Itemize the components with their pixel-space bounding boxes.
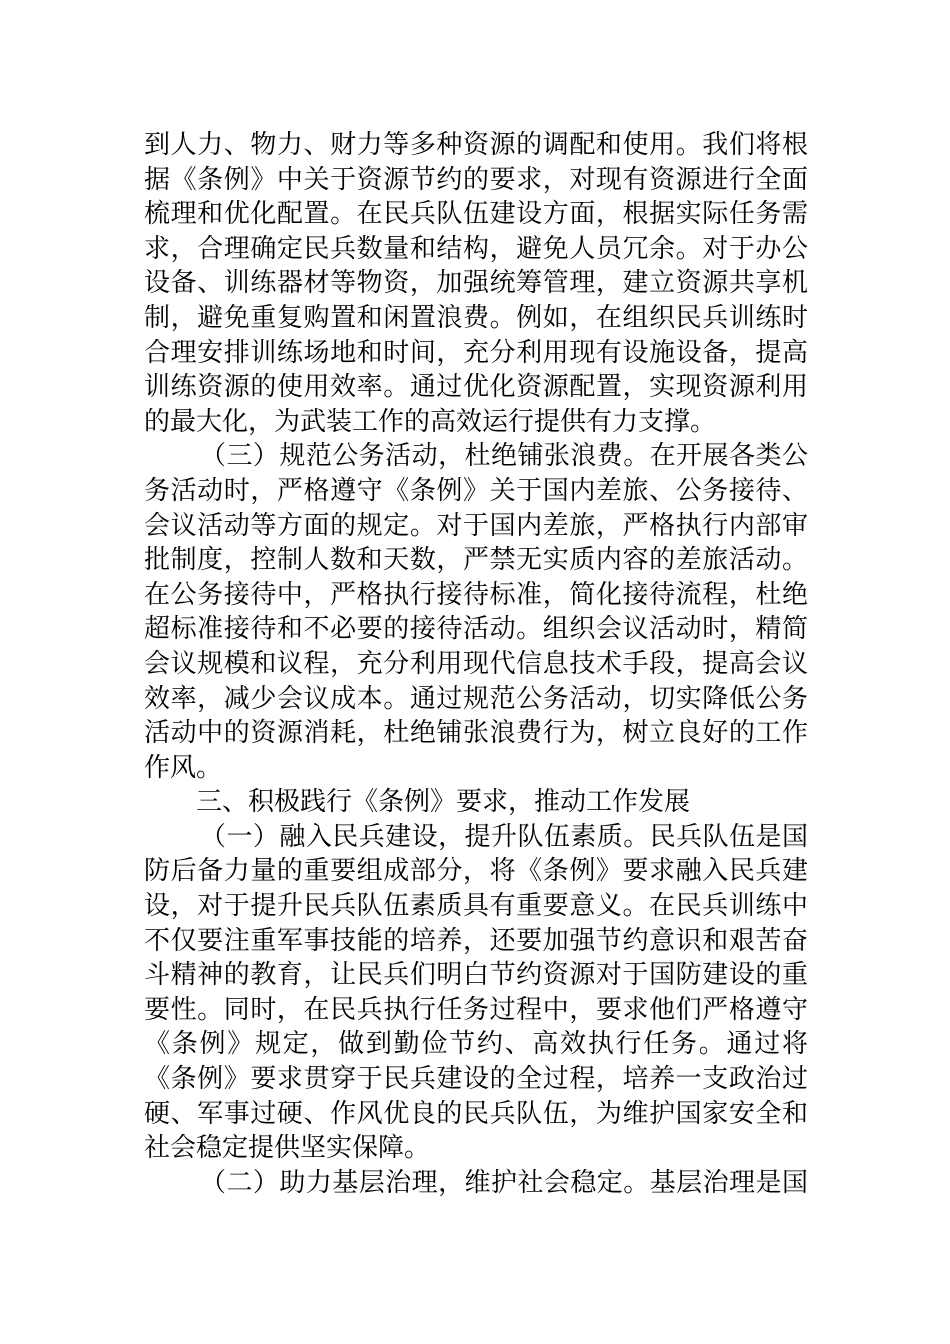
text-line: 求，合理确定民兵数量和结构，避免人员冗余。对于办公 (144, 233, 808, 264)
text-line: 社会稳定提供坚实保障。 (144, 1133, 431, 1164)
text-line: 硬、军事过硬、作风优良的民兵队伍，为维护国家安全和 (144, 1098, 808, 1129)
text-line: 效率，减少会议成本。通过规范公务活动，切实降低公务 (144, 683, 808, 714)
text-line: 批制度，控制人数和天数，严禁无实质内容的差旅活动。 (144, 545, 808, 576)
text-line: 的最大化，为武装工作的高效运行提供有力支撑。 (144, 406, 717, 437)
text-line: 作风。 (144, 752, 223, 783)
text-line: 《条例》要求贯穿于民兵建设的全过程，培养一支政治过 (144, 1064, 808, 1095)
text-line: 训练资源的使用效率。通过优化资源配置，实现资源利用 (144, 372, 808, 403)
text-line: 制，避免重复购置和闲置浪费。例如，在组织民兵训练时 (144, 302, 808, 333)
text-line: 梳理和优化配置。在民兵队伍建设方面，根据实际任务需 (144, 199, 808, 230)
text-line: 到人力、物力、财力等多种资源的调配和使用。我们将根 (144, 130, 808, 160)
text-line: 合理安排训练场地和时间，充分利用现有设施设备，提高 (144, 337, 808, 368)
text-line: 务活动时，严格遵守《条例》关于国内差旅、公务接待、 (144, 475, 808, 506)
text-line: （二）助力基层治理，维护社会稳定。基层治理是国 (200, 1167, 808, 1198)
text-line: 据《条例》中关于资源节约的要求，对现有资源进行全面 (144, 164, 808, 195)
text-line: 活动中的资源消耗，杜绝铺张浪费行为，树立良好的工作 (144, 718, 808, 749)
text-line: （三）规范公务活动，杜绝铺张浪费。在开展各类公 (200, 441, 808, 472)
text-line: 要性。同时，在民兵执行任务过程中，要求他们严格遵守 (144, 994, 808, 1025)
text-line: 设备、训练器材等物资，加强统筹管理，建立资源共享机 (144, 268, 808, 299)
text-line: 会议活动等方面的规定。对于国内差旅，严格执行内部审 (144, 510, 808, 541)
text-line: 设，对于提升民兵队伍素质具有重要意义。在民兵训练中 (144, 891, 808, 922)
text-line: 斗精神的教育，让民兵们明白节约资源对于国防建设的重 (144, 960, 808, 991)
text-line: 防后备力量的重要组成部分，将《条例》要求融入民兵建 (144, 856, 808, 887)
text-line: 在公务接待中，严格执行接待标准，简化接待流程，杜绝 (144, 579, 808, 610)
text-line: 超标准接待和不必要的接待活动。组织会议活动时，精简 (144, 614, 808, 645)
text-line: 《条例》规定，做到勤俭节约、高效执行任务。通过将 (144, 1029, 808, 1060)
section-heading: 三、积极践行《条例》要求，推动工作发展 (196, 787, 691, 818)
text-line: （一）融入民兵建设，提升队伍素质。民兵队伍是国 (200, 821, 808, 852)
text-line: 不仅要注重军事技能的培养，还要加强节约意识和艰苦奋 (144, 925, 808, 956)
document-body (144, 128, 808, 1200)
text-line: 会议规模和议程，充分利用现代信息技术手段，提高会议 (144, 648, 808, 679)
